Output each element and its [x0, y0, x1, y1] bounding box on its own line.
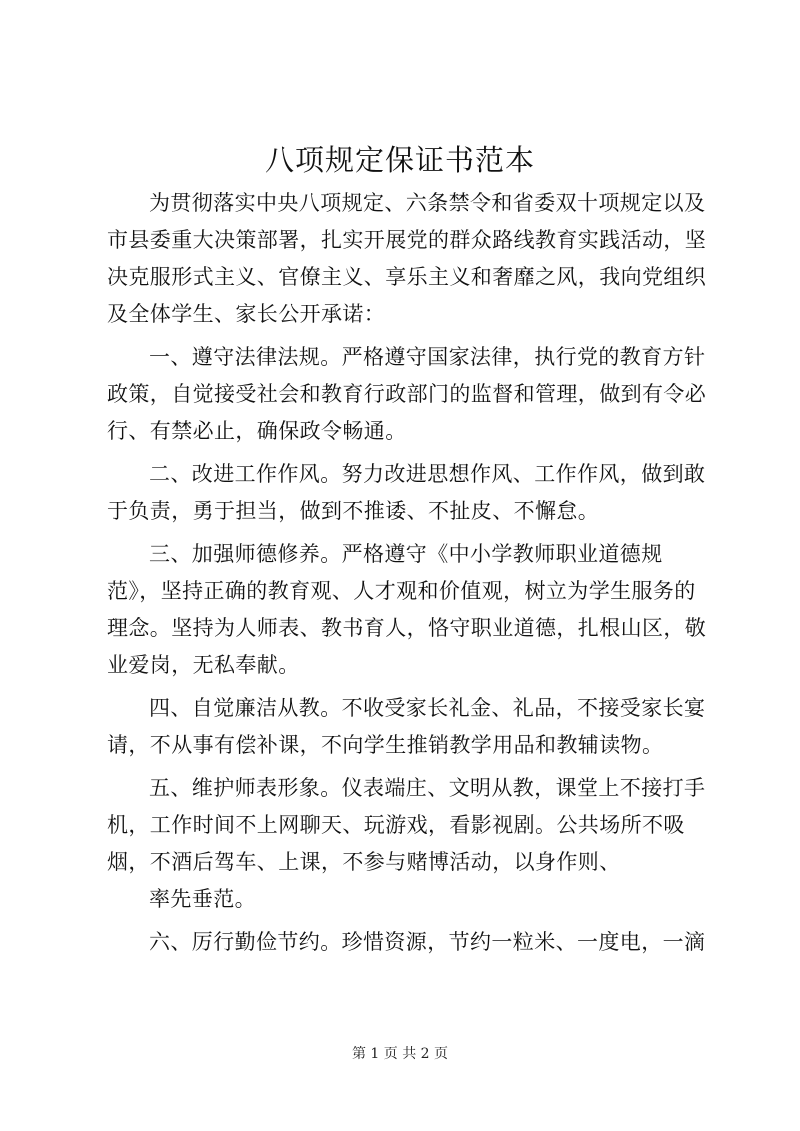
paragraph-5-image: 五、维护师表形象。仪表端庄、文明从教，课堂上不接打手机，工作时间不上网聊天、玩游戏，看影视剧。公共场所不吸烟，不酒后驾车、上课，不参与赌博活动，以身作则、	[107, 776, 706, 874]
document-title: 八项规定保证书范本	[264, 143, 535, 177]
paragraph-4-integrity: 四、自觉廉洁从教。不收受家长礼金、礼品，不接受家长宴请，不从事有偿补课，不向学生推销教学用品和教辅读物。	[107, 696, 706, 757]
paragraph-1-law: 一、遵守法律法规。严格遵守国家法律，执行党的教育方针政策，自觉接受社会和教育行政部门的监督和管理，做到有令必行、有禁必止，确保政令畅通。	[107, 345, 707, 443]
paragraph-5-ending: 率先垂范。	[149, 887, 256, 911]
paragraph-6-thrift: 六、厉行勤俭节约。珍惜资源，节约一粒米、一度电，一滴	[149, 930, 706, 954]
paragraph-3-ethics: 三、加强师德修养。严格遵守《中小学教师职业道德规范》，坚持正确的教育观、人才观和价值观，树立为学生服务的理念。坚持为人师表、教书育人，恪守职业道德，扎根山区，敬业爱岗，无私奉献。	[107, 542, 707, 677]
page-number-footer: 第 1 页 共 2 页	[351, 1046, 449, 1062]
paragraph-intro: 为贯彻落实中央八项规定、六条禁令和省委双十项规定以及市县委重大决策部署，扎实开展党的群众路线教育实践活动，坚决克服形式主义、官僚主义、享乐主义和奢靡之风，我向党组织及全体学生、家长公开承诺：	[107, 191, 707, 326]
document-body	[107, 185, 707, 967]
paragraph-2-work-style: 二、改进工作作风。努力改进思想作风、工作作风，做到敢于负责，勇于担当，做到不推诿、不扯皮、不懈怠。	[107, 462, 706, 523]
